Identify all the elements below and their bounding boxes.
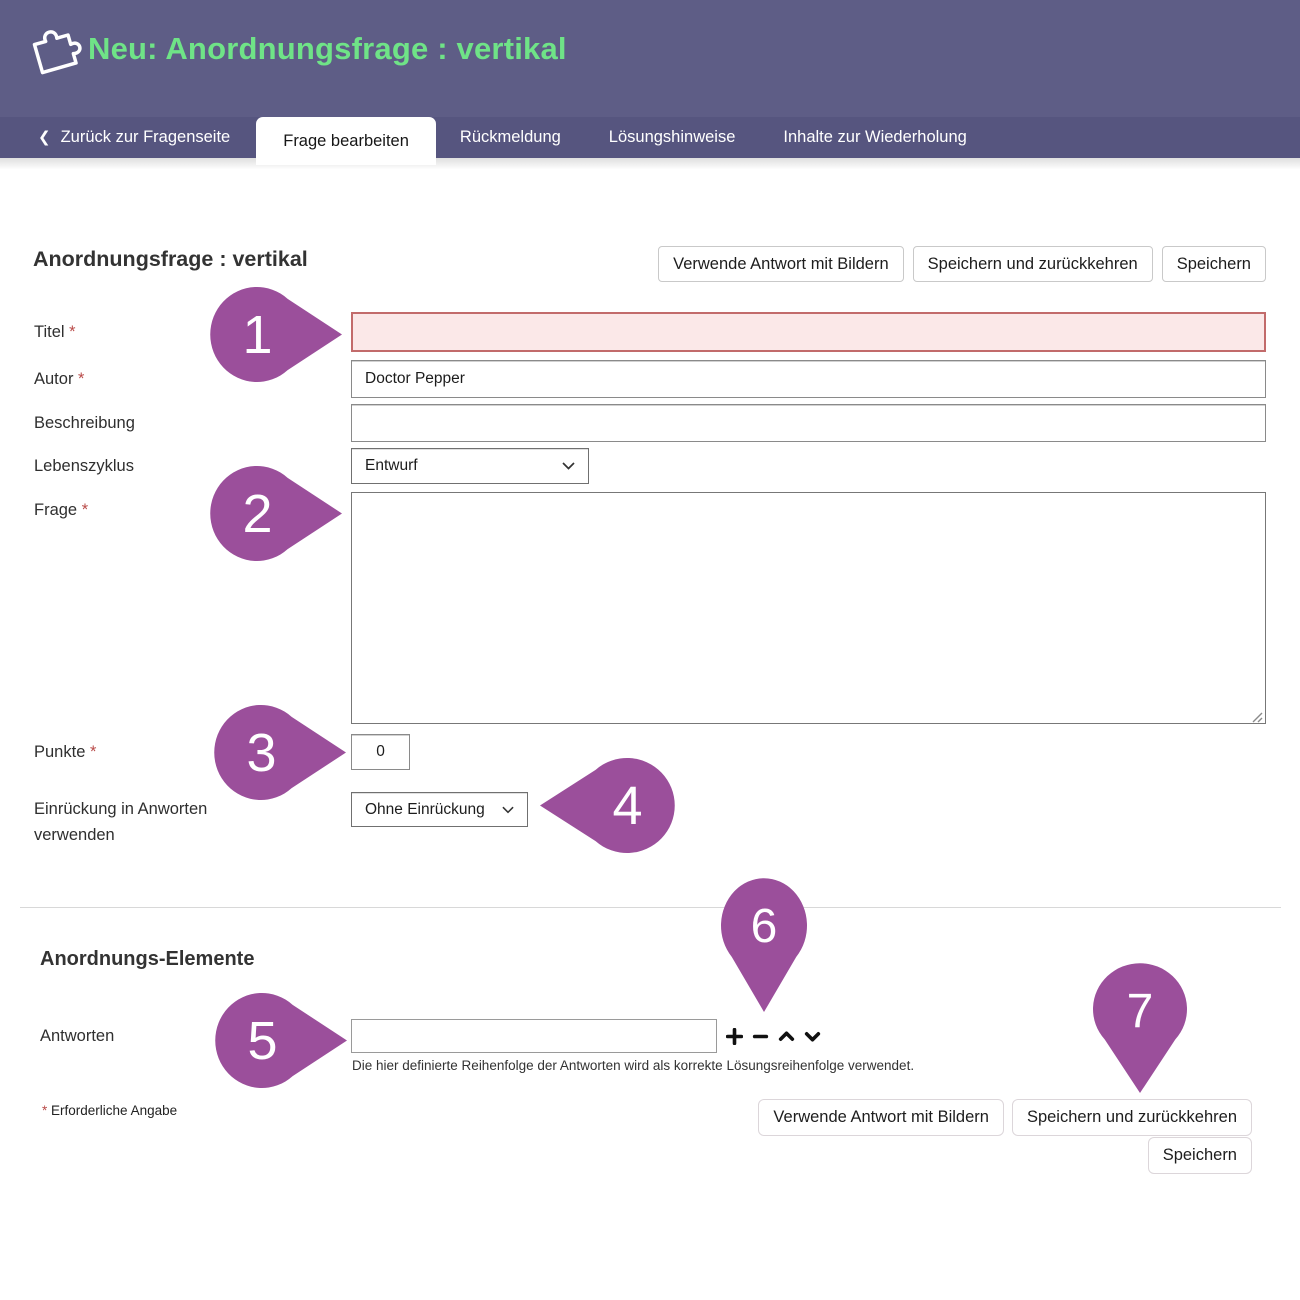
tab-bar [0,117,1300,158]
answers-help-text: Die hier definierte Reihenfolge der Antworten wird als korrekte Lösungsreihenfolge verwendet. [352,1058,915,1073]
einrueckung-select[interactable] [351,792,528,827]
annotation-marker-3 [214,705,346,805]
header [0,0,1300,117]
frage-textarea[interactable] [351,492,1266,724]
bottom-action-bar-2 [1148,1137,1252,1174]
einrueckung-label: Einrückung in Anworten verwenden [34,800,208,844]
beschreibung-row [34,404,1266,442]
chevron-down-icon [562,462,575,470]
tabbar-shadow [0,158,1300,169]
section-divider [20,907,1281,908]
annotation-marker-7 [1093,963,1187,1098]
save-and-return-button-bottom[interactable]: Speichern und zurückkehren [1012,1099,1252,1136]
marker-number: 3 [246,722,277,783]
annotation-marker-4 [540,758,675,858]
beschreibung-label: Beschreibung [34,413,135,432]
use-answer-with-images-button[interactable]: Verwende Antwort mit Bildern [658,246,904,282]
marker-number: 4 [612,775,643,836]
annotation-marker-5 [215,993,347,1093]
top-action-bar [658,246,1266,282]
annotation-marker-1 [210,287,342,387]
annotation-marker-2 [210,466,342,566]
marker-number: 2 [242,483,273,544]
back-to-question-page-link[interactable] [38,117,230,158]
antworten-label: Antworten [40,1026,115,1045]
save-button-bottom[interactable]: Speichern [1148,1137,1252,1174]
required-asterisk: * [81,501,89,519]
anordnungs-elemente-heading: Anordnungs-Elemente [40,948,255,970]
bottom-action-bar [758,1099,1252,1136]
add-answer-button[interactable] [725,1027,743,1045]
einrueckung-selected-value: Ohne Einrückung [365,800,485,818]
antworten-input[interactable] [351,1019,717,1053]
lebenszyklus-selected-value: Entwurf [365,457,418,474]
punkte-label: Punkte * [34,742,97,761]
page-title: Neu: Anordnungsfrage : vertikal [88,31,567,66]
titel-label: Titel * [34,322,76,341]
tab-inhalte-zur-wiederholung[interactable]: Inhalte zur Wiederholung [783,128,967,146]
form-title: Anordnungsfrage : vertikal [33,247,308,271]
required-asterisk: * [89,742,97,761]
titel-input[interactable] [351,312,1266,352]
tab-loesungshinweise[interactable]: Lösungshinweise [608,128,736,146]
use-answer-with-images-button-bottom[interactable]: Verwende Antwort mit Bildern [758,1099,1004,1136]
lebenszyklus-label: Lebenszyklus [34,456,134,475]
tab-rueckmeldung[interactable]: Rückmeldung [459,128,561,146]
save-and-return-button[interactable]: Speichern und zurückkehren [913,246,1153,282]
required-asterisk: * [69,322,76,341]
required-asterisk: * [78,369,85,388]
move-answer-down-button[interactable] [803,1027,821,1045]
beschreibung-input[interactable] [351,404,1266,442]
annotation-marker-6 [721,878,807,1017]
lebenszyklus-select[interactable] [351,448,589,484]
marker-number: 5 [247,1010,278,1071]
autor-label: Autor * [34,369,85,388]
chevron-left-icon: ❮ [38,128,51,146]
answer-controls [725,1027,821,1045]
save-button[interactable]: Speichern [1162,246,1266,282]
back-link-label: Zurück zur Fragenseite [60,128,231,146]
remove-answer-button[interactable] [751,1027,769,1045]
move-answer-up-button[interactable] [777,1027,795,1045]
tab-frage-bearbeiten[interactable]: Frage bearbeiten [256,117,436,165]
marker-number: 7 [1126,984,1154,1038]
marker-number: 6 [750,899,778,953]
chevron-down-icon [502,806,514,814]
required-note: * Erforderliche Angabe [42,1103,178,1118]
autor-input[interactable] [351,360,1266,398]
marker-number: 1 [242,304,273,365]
required-asterisk: * [42,1103,48,1118]
punkte-input[interactable] [351,734,410,770]
puzzle-icon [24,16,86,80]
frage-label: Frage * [34,501,89,519]
